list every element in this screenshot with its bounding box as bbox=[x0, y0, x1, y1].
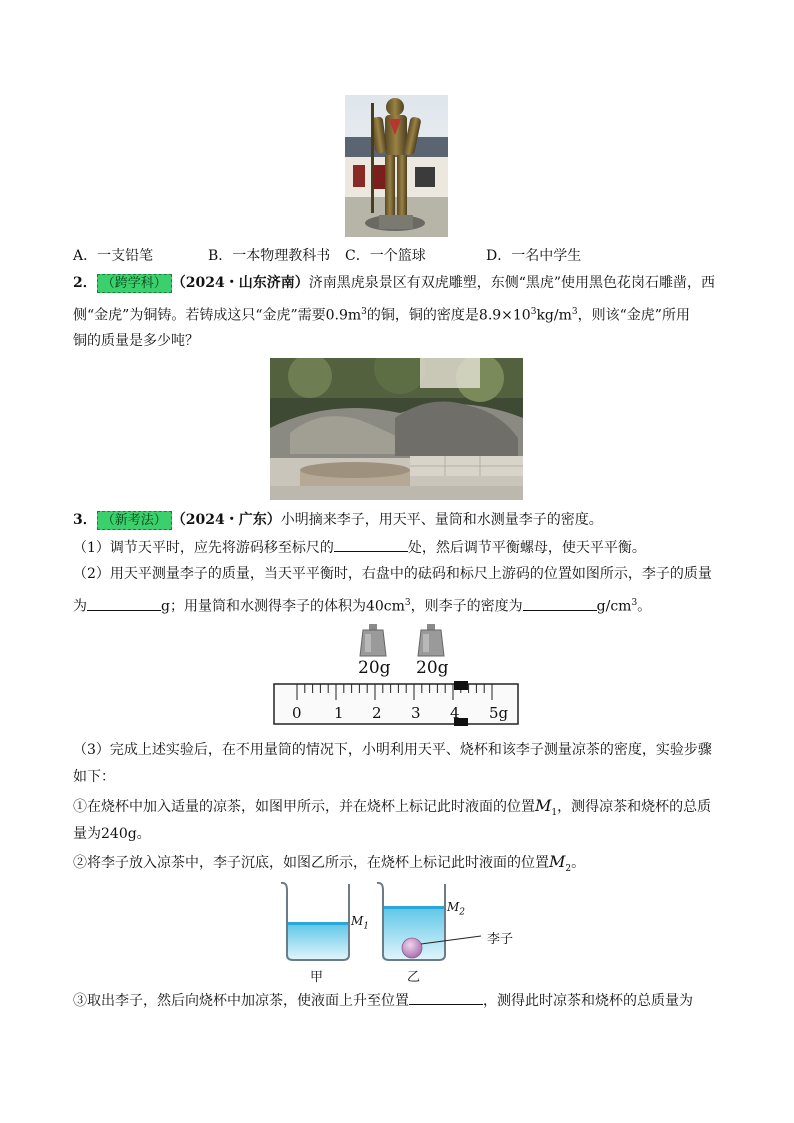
q3-s1-sub: 1 bbox=[551, 807, 558, 818]
rider-top bbox=[454, 681, 468, 690]
q3-s3-text-b: ，测得此时凉茶和烧杯的总质量为 bbox=[483, 993, 693, 1009]
beaker-yi-label: 乙 bbox=[407, 970, 421, 985]
q2-line1 bbox=[73, 273, 723, 293]
q3-step2 bbox=[73, 852, 723, 879]
weight-label-2: 20g bbox=[416, 658, 449, 678]
scale-ruler bbox=[274, 684, 518, 724]
scale-label-4: 4 bbox=[450, 704, 460, 722]
q2-text1: 济南黑虎泉景区有双虎雕塑，东侧“黑虎”使用黑色花岗石雕凿，西 bbox=[308, 275, 716, 291]
beakers-figure bbox=[275, 880, 535, 985]
scale-label-0: 0 bbox=[292, 704, 302, 722]
q3-part3-line2: 如下： bbox=[73, 769, 115, 785]
scale-label-2: 2 bbox=[372, 704, 382, 722]
q3-step1-line2: 量为240g。 bbox=[73, 826, 151, 842]
q3-p2-text-4: g/cm bbox=[596, 598, 632, 615]
q3-intro: 小明摘来李子，用天平、量筒和水测量李子的密度。 bbox=[280, 512, 603, 528]
q3-s2-text-b: 。 bbox=[571, 855, 586, 871]
q3-step3 bbox=[73, 990, 723, 1011]
q3-step1-line1 bbox=[73, 796, 723, 823]
q3-s1-m: M bbox=[535, 796, 552, 815]
option-c: C．一个篮球 bbox=[345, 248, 426, 264]
q3-tag: （新考法） bbox=[97, 511, 172, 530]
q3-s2-text-a: ②将李子放入凉茶中，李子沉底，如图乙所示，在烧杯上标记此时液面的位置 bbox=[73, 855, 549, 871]
q3-p2-text-5: 。 bbox=[637, 598, 652, 615]
q2-text2a: 侧“金虎”为铜铸。若铸成这只“金虎”需要0.9m bbox=[73, 307, 362, 324]
q2-sup3: 3 bbox=[571, 307, 578, 317]
q3-p1-text-a: （1）调节天平时，应先将游码移至标尺的 bbox=[73, 540, 334, 556]
beaker-jia-label: 甲 bbox=[310, 970, 324, 985]
q3-line1 bbox=[73, 510, 723, 530]
q3-s2-sub: 2 bbox=[565, 863, 572, 874]
q2-text2b: 的铜，铜的密度是8.9×10 bbox=[366, 307, 531, 324]
answer-blank-4[interactable] bbox=[409, 990, 483, 1005]
q2-line3: 铜的质量是多少吨？ bbox=[73, 333, 199, 349]
q3-source: （2024・广东） bbox=[171, 512, 281, 528]
q2-sup2: 3 bbox=[530, 307, 537, 317]
tiger-statue-photo bbox=[270, 358, 523, 500]
scale-label-5: 5g bbox=[489, 704, 509, 722]
q3-number: 3． bbox=[73, 512, 97, 528]
q3-s1-text-a: ①在烧杯中加入适量的凉茶，如图甲所示，并在烧杯上标记此时液面的位置 bbox=[73, 799, 535, 815]
q2-sup1: 3 bbox=[361, 307, 367, 317]
weight-icon bbox=[418, 624, 444, 656]
q2-source: （2024・山东济南） bbox=[171, 275, 309, 291]
beaker-yi bbox=[377, 883, 481, 960]
weight-icon bbox=[360, 624, 386, 656]
q3-p2-text-2: g；用量筒和水测得李子的体积为40cm bbox=[161, 598, 405, 615]
q3-p2-text-1: 为 bbox=[73, 598, 87, 615]
answer-blank-3[interactable] bbox=[523, 596, 597, 611]
q2-number: 2． bbox=[73, 275, 97, 291]
option-d: D．一名中学生 bbox=[486, 248, 582, 264]
beaker-m2-sub: 2 bbox=[459, 907, 466, 918]
q3-p2-sup2: 3 bbox=[631, 598, 638, 608]
beaker-jia bbox=[281, 883, 349, 960]
answer-blank-1[interactable] bbox=[334, 537, 408, 552]
option-b: B．一本物理教科书 bbox=[208, 248, 331, 264]
q3-s3-text-a: ③取出李子，然后向烧杯中加凉茶，使液面上升至位置 bbox=[73, 993, 409, 1009]
q2-line2 bbox=[73, 302, 723, 326]
weight-label-1: 20g bbox=[358, 658, 391, 678]
q2-text2c: kg/m bbox=[536, 307, 572, 324]
q3-s1-text-b: ，测得凉茶和烧杯的总质 bbox=[557, 799, 712, 815]
beaker-m1-label bbox=[351, 914, 369, 931]
beaker-m1-letter: M bbox=[351, 914, 364, 928]
q3-s2-m: M bbox=[549, 852, 566, 871]
q3-p2-text-3: ，则李子的密度为 bbox=[410, 598, 523, 615]
q2-text2d: ，则该“金虎”所用 bbox=[577, 307, 690, 324]
scale-label-1: 1 bbox=[334, 704, 344, 722]
q3-p2-sup1: 3 bbox=[404, 598, 411, 608]
beaker-m2-letter: M bbox=[447, 900, 460, 914]
beaker-m2-label bbox=[447, 900, 465, 917]
q3-part2-line1: （2）用天平测量李子的质量，当天平平衡时，右盘中的砝码和标尺上游码的位置如图所示，李子的质量 bbox=[73, 566, 712, 582]
q3-part3-line1: （3）完成上述实验后，在不用量筒的情况下，小明利用天平、烧杯和该李子测量凉茶的密度，实验步骤 bbox=[73, 742, 712, 758]
weights-figure bbox=[270, 622, 522, 732]
scale-label-3: 3 bbox=[411, 704, 421, 722]
plum-icon bbox=[402, 938, 422, 958]
q3-part1 bbox=[73, 537, 723, 558]
q3-part2-line2 bbox=[73, 593, 723, 617]
answer-blank-2[interactable] bbox=[87, 596, 161, 611]
q2-tag: （跨学科） bbox=[97, 274, 172, 293]
statue-photo bbox=[345, 95, 448, 237]
plum-label: 李子 bbox=[487, 932, 514, 947]
beaker-m1-sub: 1 bbox=[363, 921, 370, 932]
q3-p1-text-b: 处，然后调节平衡螺母，使天平平衡。 bbox=[407, 540, 646, 556]
option-a: A．一支铅笔 bbox=[73, 248, 154, 264]
